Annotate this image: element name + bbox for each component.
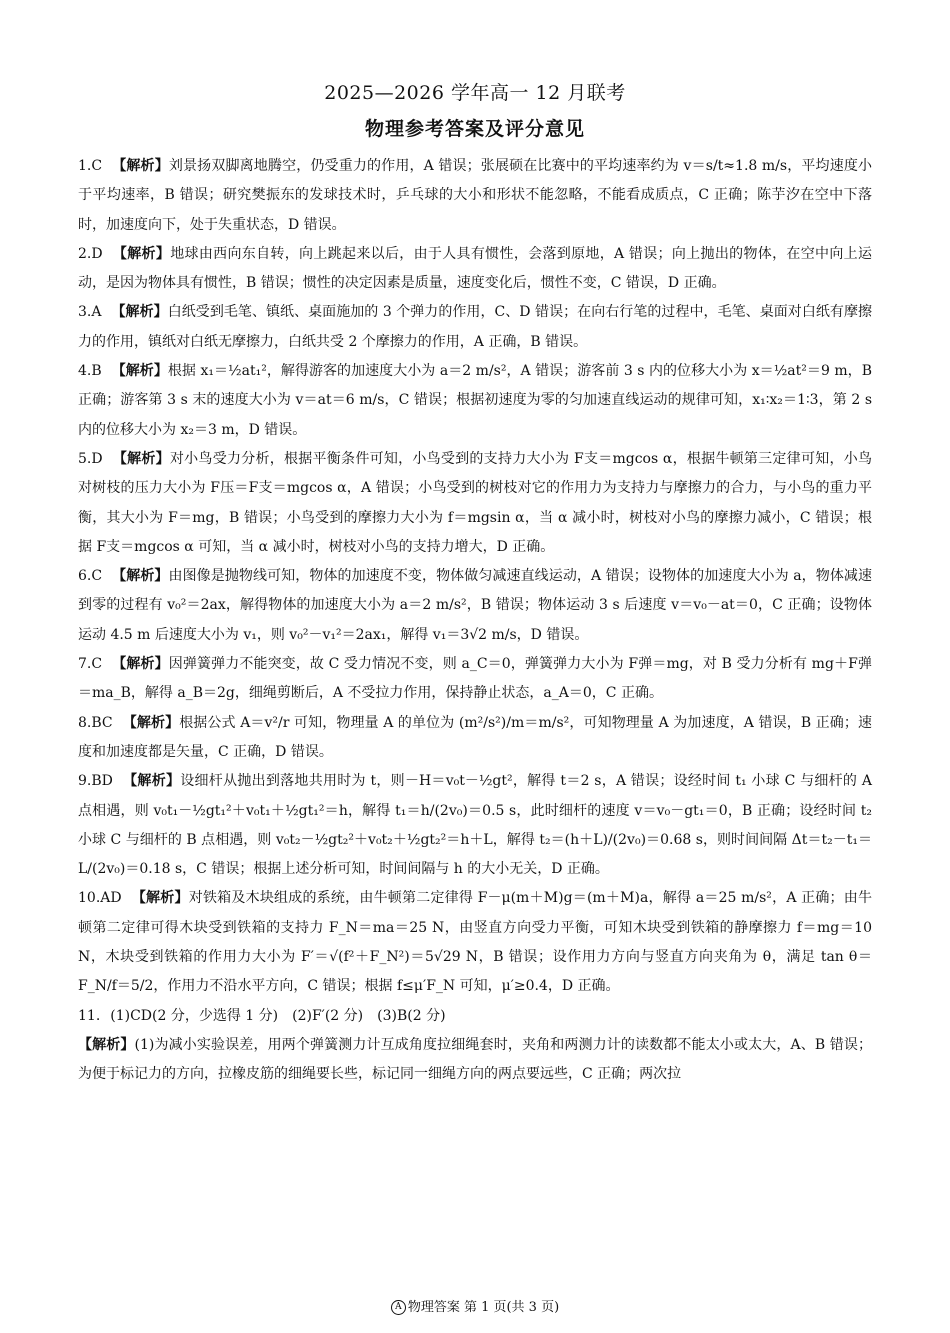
answer-item-11-analysis: 【解析】(1)为减小实验误差，用两个弹簧测力计互成角度拉细绳套时，夹角和两测力计的读数都不能太小或太大，A、B 错误；为便于标记力的方向，拉橡皮筋的细绳要长些，标记同一细绳方向的两点要远些，C 正确；两次拉	[78, 1036, 873, 1083]
answer-item-4: 4.B 【解析】根据 x₁＝½at₁²，解得游客的加速度大小为 a＝2 m/s²，A 错误；游客前 3 s 内的位移大小为 x＝½at²＝9 m，B 正确；游客第 3 s 末的速度大小为 v＝at＝6 m/s，C 错误；根据初速度为零的匀加速直线运动的规律可知，x₁∶x₂＝1∶3，第 2 s 内的位移大小为 x₂＝3 m，D 错误。	[78, 363, 873, 438]
exam-title: 2025—2026 学年高一 12 月联考	[324, 82, 626, 104]
paper-version-mark: A	[391, 1300, 406, 1315]
answer-item-8: 8.BC 【解析】根据公式 A＝v²/r 可知，物理量 A 的单位为 (m²/s²)/m＝m/s²，可知物理量 A 为加速度，A 错误，B 正确；速度和加速度都是矢量，C 正确，D 错误。	[78, 714, 872, 760]
answer-item-1: 1.C 【解析】刘景扬双脚离地腾空，仍受重力的作用，A 错误；张展硕在比赛中的平均速率约为 v＝s/t≈1.8 m/s，平均速度小于平均速率，B 错误；研究樊振东的发球技术时，乒乓球的大小和形状不能忽略，不能看成质点，C 正确；陈芋汐在空中下落时，加速度向下，处于失重状态，D 错误。	[78, 158, 873, 233]
answer-item-10: 10.AD 【解析】对铁箱及木块组成的系统，由牛顿第二定律得 F－μ(m＋M)g＝(m＋M)a，解得 a＝25 m/s²，A 正确；由牛顿第二定律可得木块受到铁箱的支持力 F_N＝ma＝25 N，由竖直方向受力平衡，可知木块受到铁箱的静摩擦力 f＝mg＝10 N，木块受到铁箱的作用力大小为 F′＝√(f²＋F_N²)＝5√29 N，B 错误；设作用力方向与竖直方向夹角为 θ，满足 tan θ＝F_N/f＝5/2，作用力不沿水平方向，C 错误；根据 f≤μ′F_N 可知，μ′≥0.4，D 正确。	[78, 890, 872, 995]
answer-key-title: 物理参考答案及评分意见	[364, 118, 585, 140]
page-footer	[0, 1296, 950, 1315]
answer-item-2: 2.D 【解析】地球由西向东自转，向上跳起来以后，由于人具有惯性，会落到原地，A 错误；向上抛出的物体，在空中向上运动，是因为物体具有惯性，B 错误；惯性的决定因素是质量，速度变化后，惯性不变，C 错误，D 正确。	[78, 245, 872, 292]
answer-item-9: 9.BD 【解析】设细杆从抛出到落地共用时为 t，则－H＝v₀t－½gt²，解得 t＝2 s，A 错误；设经时间 t₁ 小球 C 与细杆的 A 点相遇，则 v₀t₁－½gt₁²＋v₀t₁＋½gt₁²＝h，解得 t₁＝h/(2v₀)＝0.5 s，此时细杆的速度 v＝v₀－gt₁＝0，B 正确；设经时间 t₂ 小球 C 与细杆的 B 点相遇，则 v₀t₂－½gt₂²＋v₀t₂＋½gt₂²＝h＋L，解得 t₂＝(h＋L)/(2v₀)＝0.68 s，则时间间隔 Δt＝t₂－t₁＝L/(2v₀)＝0.18 s，C 错误；根据上述分析可知，时间间隔与 h 的大小无关，D 正确。	[78, 773, 873, 878]
answer-item-3: 3.A 【解析】白纸受到毛笔、镇纸、桌面施加的 3 个弹力的作用，C、D 错误；在向右行笔的过程中，毛笔、桌面对白纸有摩擦力的作用，镇纸对白纸无摩擦力，白纸共受 2 个摩擦力的作用，A 正确，B 错误。	[78, 304, 872, 350]
answer-item-7: 7.C 【解析】因弹簧弹力不能突变，故 C 受力情况不变，则 a_C＝0，弹簧弹力大小为 F弹＝mg，对 B 受力分析有 mg＋F弹＝ma_B，解得 a_B＝2g，细绳剪断后，A 不受拉力作用，保持静止状态，a_A＝0，C 正确。	[78, 656, 872, 702]
answer-list	[78, 152, 872, 1090]
answer-item-11: 11. (1)CD(2 分，少选得 1 分) (2)F′(2 分) (3)B(2 分)	[78, 1007, 446, 1024]
page-number: 物理答案 第 1 页(共 3 页)	[407, 1300, 560, 1315]
answer-item-6: 6.C 【解析】由图像是抛物线可知，物体的加速度不变，物体做匀减速直线运动，A 错误；设物体的加速度大小为 a，物体减速到零的过程有 v₀²＝2ax，解得物体的加速度大小为 a＝2 m/s²，B 错误；物体运动 3 s 后速度 v＝v₀－at＝0，C 正确；设物体运动 4.5 m 后速度大小为 v₁，则 v₀²－v₁²＝2ax₁，解得 v₁＝3√2 m/s，D 错误。	[78, 568, 873, 643]
answer-item-5: 5.D 【解析】对小鸟受力分析，根据平衡条件可知，小鸟受到的支持力大小为 F支＝mgcos α，根据牛顿第三定律可知，小鸟对树枝的压力大小为 F压＝F支＝mgcos α，A 错误；小鸟受到的树枝对它的作用力为支持力与摩擦力的合力，与小鸟的重力平衡，其大小为 F＝mg，B 错误；小鸟受到的摩擦力大小为 f＝mgsin α，当 α 减小时，树枝对小鸟的摩擦力减小，C 错误；根据 F支＝mgcos α 可知，当 α 减小时，树枝对小鸟的支持力增大，D 正确。	[78, 450, 872, 555]
